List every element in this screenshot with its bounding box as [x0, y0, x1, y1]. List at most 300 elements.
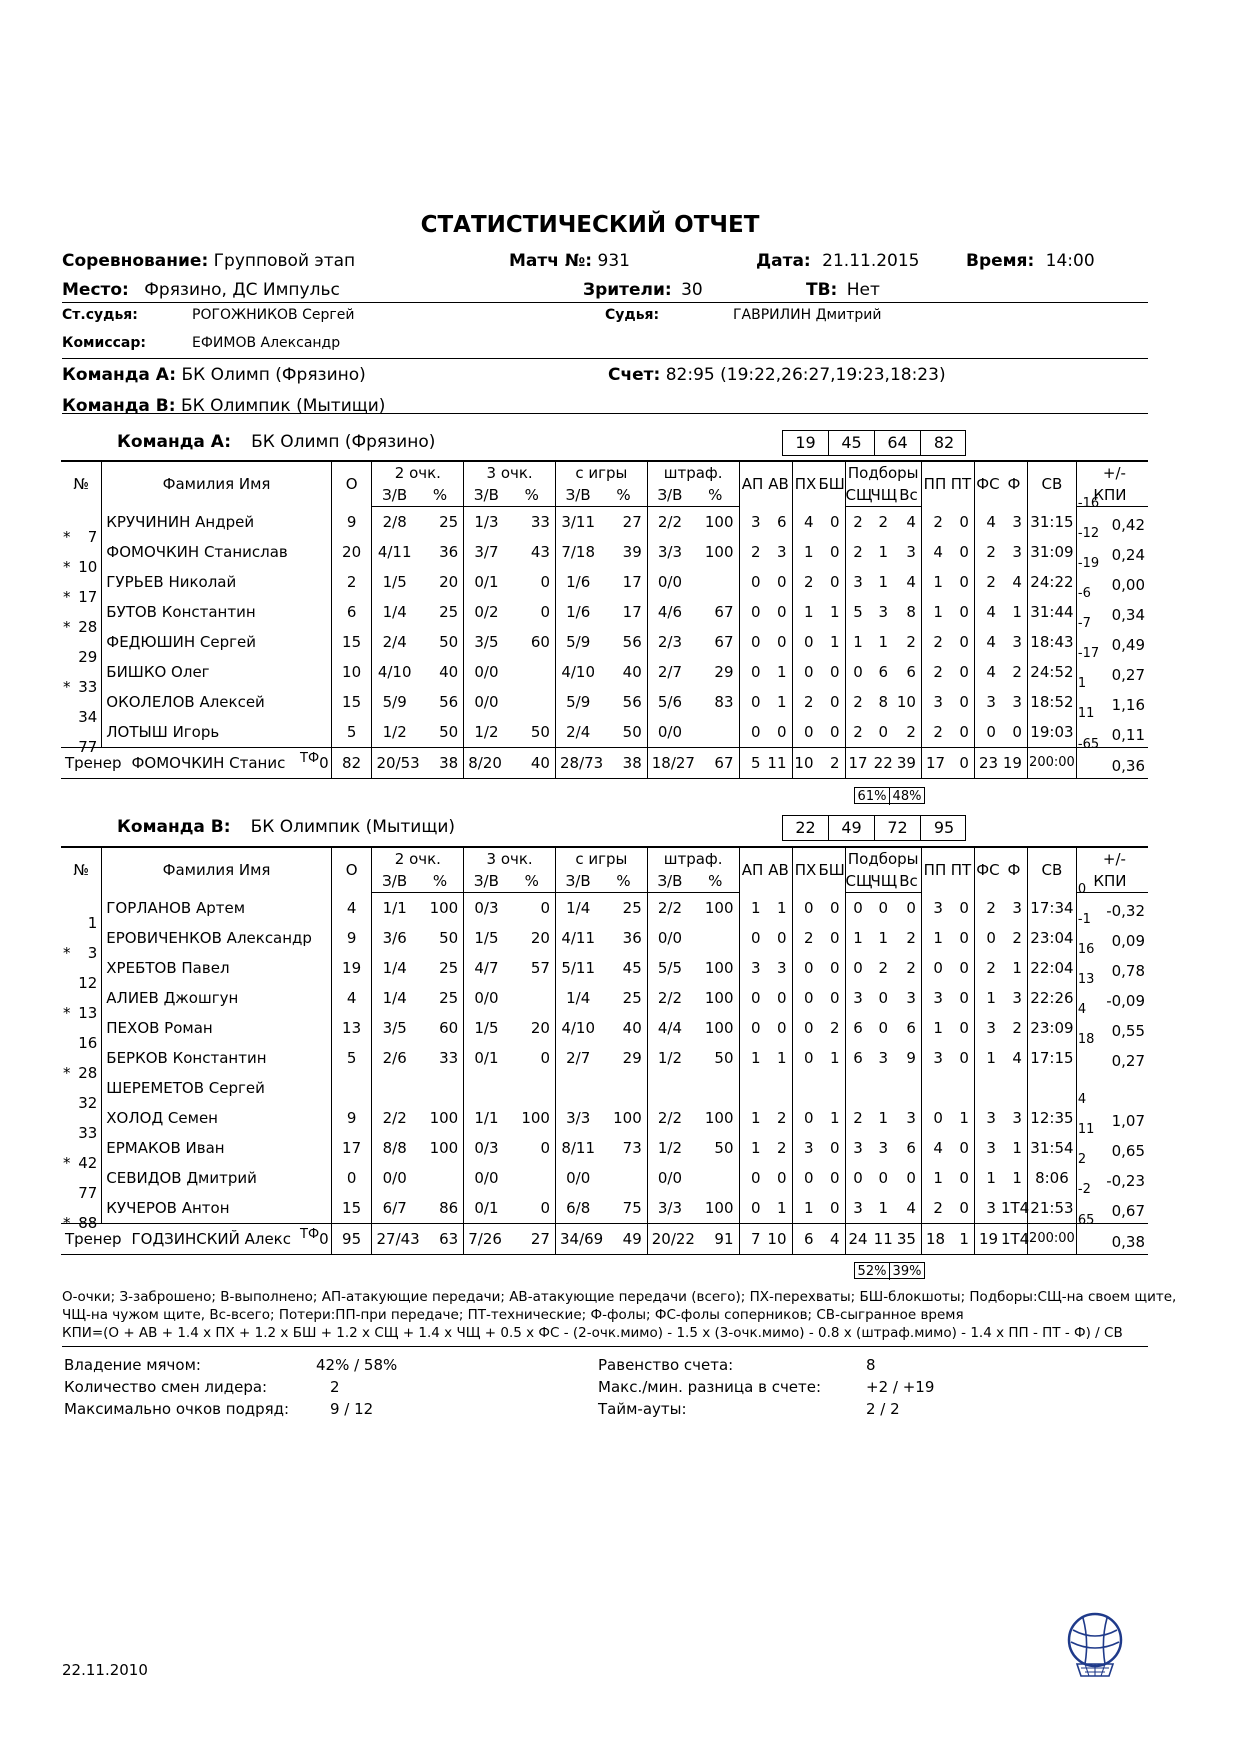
made-attempted: 3/5	[372, 1013, 417, 1043]
column-header: З/В	[464, 870, 509, 893]
percent: 100	[613, 1109, 642, 1127]
column-header: О	[331, 847, 372, 893]
made-attempted: 0/0	[464, 983, 509, 1013]
stat-bsh: 0	[829, 663, 840, 681]
stat-ap: 1	[739, 1133, 766, 1163]
made-attempted: 0/2	[464, 597, 509, 627]
total-minutes: 200:00	[1027, 1224, 1076, 1255]
player-name: БЕРКОВ Константин	[102, 1043, 331, 1073]
player-no: 12	[78, 974, 98, 992]
player-number	[61, 1163, 102, 1202]
made-attempted: 3/11	[555, 507, 600, 538]
made-attempted: 8/11	[555, 1133, 600, 1163]
stat-rt: 9	[906, 1049, 916, 1067]
player-name: ОКОЛЕЛОВ Алексей	[102, 687, 331, 717]
stat-pp: 3	[921, 687, 948, 717]
minutes: 21:53	[1027, 1193, 1076, 1224]
player-number	[61, 893, 102, 932]
stat-bsh	[819, 1073, 846, 1103]
column-header: ФС	[974, 461, 1001, 507]
stat-av: 1	[776, 898, 787, 917]
summary-right-values	[866, 1354, 934, 1420]
stat-f: 3	[1012, 543, 1022, 561]
stat-ap: 0	[739, 627, 766, 657]
total-rs: 17	[845, 748, 870, 779]
stat-bsh: 0	[829, 723, 840, 741]
column-header: АВ	[766, 461, 793, 507]
made-attempted: 0/1	[464, 1043, 509, 1073]
stat-rs: 5	[845, 597, 870, 627]
stat-rt: 6	[906, 1139, 916, 1157]
made-attempted: 2/7	[555, 1043, 600, 1073]
stat-bsh: 0	[829, 512, 840, 531]
player-name: БИШКО Олег	[102, 657, 331, 687]
stat-av: 2	[776, 1109, 787, 1127]
percent: 40	[622, 663, 642, 681]
stat-f: 0	[1012, 723, 1022, 741]
percent: 60	[439, 1019, 459, 1037]
stat-rt: 6	[906, 663, 916, 681]
quarter-score: 72	[875, 816, 921, 840]
total-px: 6	[792, 1224, 819, 1255]
player-no: 34	[78, 708, 98, 726]
made-attempted: 1/2	[647, 1043, 692, 1073]
made-attempted: 0/0	[647, 923, 692, 953]
tech-foul-label: ТФ	[300, 751, 320, 766]
total-px: 10	[792, 748, 819, 779]
stat-av: 1	[776, 1199, 787, 1217]
stat-px: 0	[792, 627, 819, 657]
timeouts: 2 / 2	[866, 1400, 900, 1418]
minutes: 17:15	[1027, 1043, 1076, 1073]
made-attempted: 5/9	[555, 627, 600, 657]
made-attempted: 2/2	[647, 893, 692, 924]
minutes: 19:03	[1027, 717, 1076, 748]
total-made-attempted: 20/53	[372, 748, 417, 779]
column-header: штраф.	[647, 461, 739, 484]
stat-f: 4	[1012, 573, 1022, 591]
totals-row	[61, 1224, 1148, 1255]
rebound-pct-b	[854, 1262, 925, 1279]
total-points: 82	[331, 748, 372, 779]
column-header: З/В	[555, 870, 600, 893]
column-header: +/-	[1076, 461, 1148, 484]
player-name: ГУРЬЕВ Николай	[102, 567, 331, 597]
made-attempted: 1/5	[372, 567, 417, 597]
stat-pp: 0	[921, 1103, 948, 1133]
percent: 86	[439, 1199, 459, 1217]
player-name: ШЕРЕМЕТОВ Сергей	[102, 1073, 331, 1103]
column-header: СЩ	[845, 870, 870, 893]
made-attempted: 2/2	[647, 1103, 692, 1133]
stat-ro: 1	[878, 573, 888, 591]
rebound-pct-a	[854, 787, 925, 804]
percent: 73	[622, 1139, 642, 1157]
player-number	[61, 687, 102, 726]
stat-ap: 2	[739, 537, 766, 567]
possession-label: Владение мячом:	[64, 1356, 201, 1374]
column-header: 2 очк.	[372, 847, 464, 870]
percent	[692, 567, 739, 597]
made-attempted: 0/0	[647, 1163, 692, 1193]
table-row	[61, 687, 1148, 717]
kpi: 0,27	[1111, 666, 1145, 684]
stat-av: 3	[776, 543, 787, 561]
starter-mark: *	[63, 678, 71, 696]
player-name: ГОРЛАНОВ Артем	[102, 893, 331, 924]
stat-av: 0	[776, 573, 787, 591]
column-header: З/В	[647, 870, 692, 893]
stat-bsh: 0	[829, 959, 840, 977]
stat-ap	[739, 1073, 766, 1103]
stat-rt: 3	[906, 1109, 916, 1127]
total-pt: 1	[948, 1224, 975, 1255]
percent: 33	[530, 513, 550, 531]
quarter-scores-b	[782, 815, 966, 841]
stat-av: 0	[776, 1169, 787, 1187]
percent: 56	[622, 633, 642, 651]
player-number	[61, 1133, 102, 1172]
made-attempted: 5/5	[647, 953, 692, 983]
chief-ref-label: Ст.судья:	[62, 307, 138, 323]
made-attempted: 1/3	[464, 507, 509, 538]
stat-fs	[974, 1073, 1001, 1103]
column-header: %	[509, 870, 556, 893]
plus-minus: -17	[1077, 646, 1100, 661]
stat-ro: 1	[878, 1109, 888, 1127]
chief-ref: РОГОЖНИКОВ Сергей	[192, 307, 355, 323]
max-run: 9 / 12	[330, 1400, 374, 1418]
percent: 33	[439, 1049, 459, 1067]
table-row	[61, 1043, 1148, 1073]
table-row	[61, 1163, 1148, 1193]
stat-rs: 0	[845, 1163, 870, 1193]
percent: 100	[704, 1109, 734, 1127]
rebound-pct: 52%	[855, 1263, 890, 1280]
percent: 29	[714, 663, 734, 681]
player-name: ЕРМАКОВ Иван	[102, 1133, 331, 1163]
made-attempted: 6/8	[555, 1193, 600, 1224]
stat-pt: 0	[959, 543, 969, 561]
stat-rt: 2	[906, 633, 916, 651]
column-header: КПИ	[1076, 484, 1148, 507]
stat-pt: 0	[959, 959, 969, 977]
team-b-row: Команда B: БК Олимпик (Мытищи)	[62, 396, 386, 416]
stat-ap: 1	[739, 893, 766, 924]
kpi: 0,38	[1111, 1233, 1145, 1251]
column-header: Вс	[896, 870, 921, 893]
stat-ro: 1	[878, 633, 888, 651]
stat-f: 3	[1012, 693, 1022, 711]
total-made-attempted: 27/43	[372, 1224, 417, 1255]
made-attempted: 4/10	[372, 657, 417, 687]
made-attempted: 1/1	[372, 893, 417, 924]
made-attempted: 1/4	[372, 953, 417, 983]
kpi: -0,23	[1106, 1172, 1145, 1190]
stat-rt: 3	[906, 543, 916, 561]
stat-ap: 0	[739, 983, 766, 1013]
percent	[692, 923, 739, 953]
points: 6	[331, 597, 372, 627]
plus-minus: 0	[1077, 882, 1087, 897]
stat-pt: 0	[959, 898, 969, 917]
column-header: ПТ	[948, 461, 975, 507]
percent: 100	[429, 899, 459, 917]
kpi: -0,32	[1106, 902, 1145, 920]
total-percent: 40	[509, 748, 556, 779]
total-rt: 35	[896, 1224, 921, 1255]
divider	[62, 302, 1148, 303]
stat-px: 0	[792, 1013, 819, 1043]
stat-bsh: 0	[829, 1199, 840, 1217]
column-header: Фамилия Имя	[102, 461, 331, 507]
stat-ro: 0	[878, 1019, 888, 1037]
stat-pt: 0	[959, 633, 969, 651]
spectators-row: Зрители: 30	[583, 280, 703, 300]
stat-pp: 4	[921, 537, 948, 567]
stat-fs: 2	[974, 567, 1001, 597]
plus-minus-kpi	[1076, 1122, 1148, 1163]
stat-px: 1	[792, 537, 819, 567]
minutes: 18:43	[1027, 627, 1076, 657]
stat-pp: 2	[921, 717, 948, 748]
total-bsh: 4	[819, 1224, 846, 1255]
table-row	[61, 953, 1148, 983]
percent: 50	[439, 723, 459, 741]
kpi: 0,55	[1111, 1022, 1145, 1040]
stat-pp: 2	[921, 657, 948, 687]
stat-rt: 8	[906, 603, 916, 621]
stat-pt	[948, 1073, 975, 1103]
starter-mark: *	[63, 588, 71, 606]
table-row	[61, 657, 1148, 687]
made-attempted: 2/4	[372, 627, 417, 657]
quarter-score: 19	[783, 431, 829, 455]
kpi: 0,78	[1111, 962, 1145, 980]
percent: 29	[622, 1049, 642, 1067]
points: 9	[331, 1103, 372, 1133]
total-percent: 49	[600, 1224, 647, 1255]
percent: 39	[622, 543, 642, 561]
column-header: З/В	[372, 484, 417, 507]
stat-px: 0	[792, 893, 819, 924]
minutes: 31:54	[1027, 1133, 1076, 1163]
kpi: 0,11	[1111, 726, 1145, 744]
stat-ap: 0	[739, 567, 766, 597]
made-attempted: 1/4	[555, 983, 600, 1013]
made-attempted: 0/3	[464, 893, 509, 924]
player-name: ХОЛОД Семен	[102, 1103, 331, 1133]
column-header: З/В	[464, 484, 509, 507]
player-no: 28	[78, 618, 98, 636]
stat-ro: 0	[878, 723, 888, 741]
total-f: 19	[1001, 748, 1028, 779]
stat-fs: 2	[974, 893, 1001, 924]
stat-px: 2	[792, 567, 819, 597]
percent: 0	[540, 1049, 550, 1067]
tech-foul-label: ТФ	[300, 1227, 320, 1242]
player-number	[61, 507, 102, 546]
total-percent: 91	[692, 1224, 739, 1255]
totals-row	[61, 748, 1148, 779]
divider	[62, 1346, 1148, 1347]
table-row	[61, 627, 1148, 657]
made-attempted: 2/2	[372, 1103, 417, 1133]
plus-minus: -19	[1077, 556, 1100, 571]
player-name: ЕРОВИЧЕНКОВ Александр	[102, 923, 331, 953]
stat-pp: 1	[921, 923, 948, 953]
plus-minus: 16	[1077, 942, 1095, 957]
player-number	[61, 627, 102, 666]
made-attempted: 5/9	[555, 687, 600, 717]
stat-f: 1	[1012, 1139, 1022, 1157]
total-percent: 67	[692, 748, 739, 779]
stat-pp: 0	[921, 953, 948, 983]
stat-pt: 0	[959, 693, 969, 711]
total-ap: 5	[739, 748, 766, 779]
percent: 36	[439, 543, 459, 561]
made-attempted: 1/4	[555, 893, 600, 924]
stat-av: 0	[776, 603, 787, 621]
stat-fs: 0	[974, 923, 1001, 953]
total-minutes: 200:00	[1027, 748, 1076, 779]
total-made-attempted: 18/27	[647, 748, 692, 779]
stat-f: 3	[1012, 898, 1022, 917]
stat-rs: 0	[845, 953, 870, 983]
stat-pt: 0	[959, 1049, 969, 1067]
made-attempted: 4/7	[464, 953, 509, 983]
kpi: 0,27	[1111, 1052, 1145, 1070]
player-number	[61, 1013, 102, 1052]
stat-ap: 0	[739, 597, 766, 627]
player-name: ПЕХОВ Роман	[102, 1013, 331, 1043]
column-header: О	[331, 461, 372, 507]
made-attempted: 5/9	[372, 687, 417, 717]
stat-bsh: 0	[829, 929, 840, 947]
total-fs: 23	[974, 748, 1001, 779]
stat-f: 1	[1012, 1169, 1022, 1187]
rebound-pct: 61%	[855, 788, 890, 805]
stat-av: 2	[776, 1139, 787, 1157]
made-attempted: 3/5	[464, 627, 509, 657]
stat-rs: 6	[845, 1013, 870, 1043]
stat-fs: 0	[974, 717, 1001, 748]
stat-av: 3	[776, 959, 787, 977]
starter-mark: *	[63, 527, 71, 546]
coach-label: Тренер	[65, 1230, 122, 1248]
total-ap: 7	[739, 1224, 766, 1255]
player-name: СЕВИДОВ Дмитрий	[102, 1163, 331, 1193]
player-number	[61, 657, 102, 696]
stat-ap: 1	[739, 1043, 766, 1073]
percent: 25	[439, 989, 459, 1007]
column-header: БШ	[819, 461, 846, 507]
percent: 100	[704, 899, 734, 917]
starter-mark: *	[63, 1214, 71, 1232]
player-no: 29	[78, 648, 98, 666]
points: 17	[331, 1133, 372, 1163]
percent: 56	[439, 693, 459, 711]
made-attempted: 0/0	[372, 1163, 417, 1193]
stat-fs: 3	[974, 1013, 1001, 1043]
percent	[600, 1073, 647, 1103]
stat-pt: 0	[959, 603, 969, 621]
player-name: АЛИЕВ Джошгун	[102, 983, 331, 1013]
stat-f: 4	[1012, 1049, 1022, 1067]
made-attempted: 1/2	[372, 717, 417, 748]
made-attempted: 2/6	[372, 1043, 417, 1073]
team-b-title: Команда B: БК Олимпик (Мытищи)	[117, 817, 456, 837]
stat-ro: 2	[878, 513, 888, 531]
ref: ГАВРИЛИН Дмитрий	[733, 307, 882, 323]
column-header: Фамилия Имя	[102, 847, 331, 893]
percent	[509, 1073, 556, 1103]
percent	[692, 1163, 739, 1193]
stat-av: 0	[776, 723, 787, 741]
points: 4	[331, 983, 372, 1013]
percent: 60	[530, 633, 550, 651]
made-attempted: 0/1	[464, 567, 509, 597]
stat-pp: 1	[921, 567, 948, 597]
max-diff: +2 / +19	[866, 1378, 935, 1396]
points: 9	[331, 923, 372, 953]
player-no: 1	[87, 913, 98, 932]
total-made-attempted: 7/26	[464, 1224, 509, 1255]
percent: 100	[704, 513, 734, 531]
lead-changes: 2	[330, 1378, 340, 1396]
total-pp: 18	[921, 1224, 948, 1255]
made-attempted	[555, 1073, 600, 1103]
stat-f: 2	[1012, 663, 1022, 681]
stat-f: 1	[1012, 603, 1022, 621]
player-number	[61, 567, 102, 606]
stat-f: 3	[1012, 512, 1022, 531]
stat-rs: 2	[845, 507, 870, 538]
stat-rs: 2	[845, 1103, 870, 1133]
percent: 50	[439, 929, 459, 947]
total-rs: 24	[845, 1224, 870, 1255]
stat-pp	[921, 1073, 948, 1103]
player-number	[61, 1103, 102, 1142]
kpi: -0,09	[1106, 992, 1145, 1010]
total-made-attempted: 8/20	[464, 748, 509, 779]
stat-px: 0	[792, 717, 819, 748]
quarter-score: 22	[783, 816, 829, 840]
percent: 40	[439, 663, 459, 681]
percent: 36	[622, 929, 642, 947]
rebound-pct: 39%	[892, 1264, 922, 1279]
made-attempted: 0/0	[647, 717, 692, 748]
plus-minus-kpi	[1076, 1073, 1148, 1103]
stat-av: 0	[776, 989, 787, 1007]
percent: 20	[439, 573, 459, 591]
table-row	[61, 983, 1148, 1013]
percent: 25	[622, 899, 642, 917]
percent: 67	[714, 603, 734, 621]
plus-minus: 2	[1077, 1152, 1087, 1167]
stat-pt: 0	[959, 1139, 969, 1157]
table-row	[61, 507, 1148, 538]
column-header: З/В	[372, 870, 417, 893]
stat-pp: 2	[921, 507, 948, 538]
starter-mark: *	[63, 1004, 71, 1022]
stat-rt: 2	[906, 929, 916, 947]
plus-minus-kpi	[1076, 972, 1148, 1013]
percent: 50	[714, 1139, 734, 1157]
stat-ap: 0	[739, 923, 766, 953]
stat-pt: 1	[959, 1109, 969, 1127]
made-attempted: 1/5	[464, 923, 509, 953]
